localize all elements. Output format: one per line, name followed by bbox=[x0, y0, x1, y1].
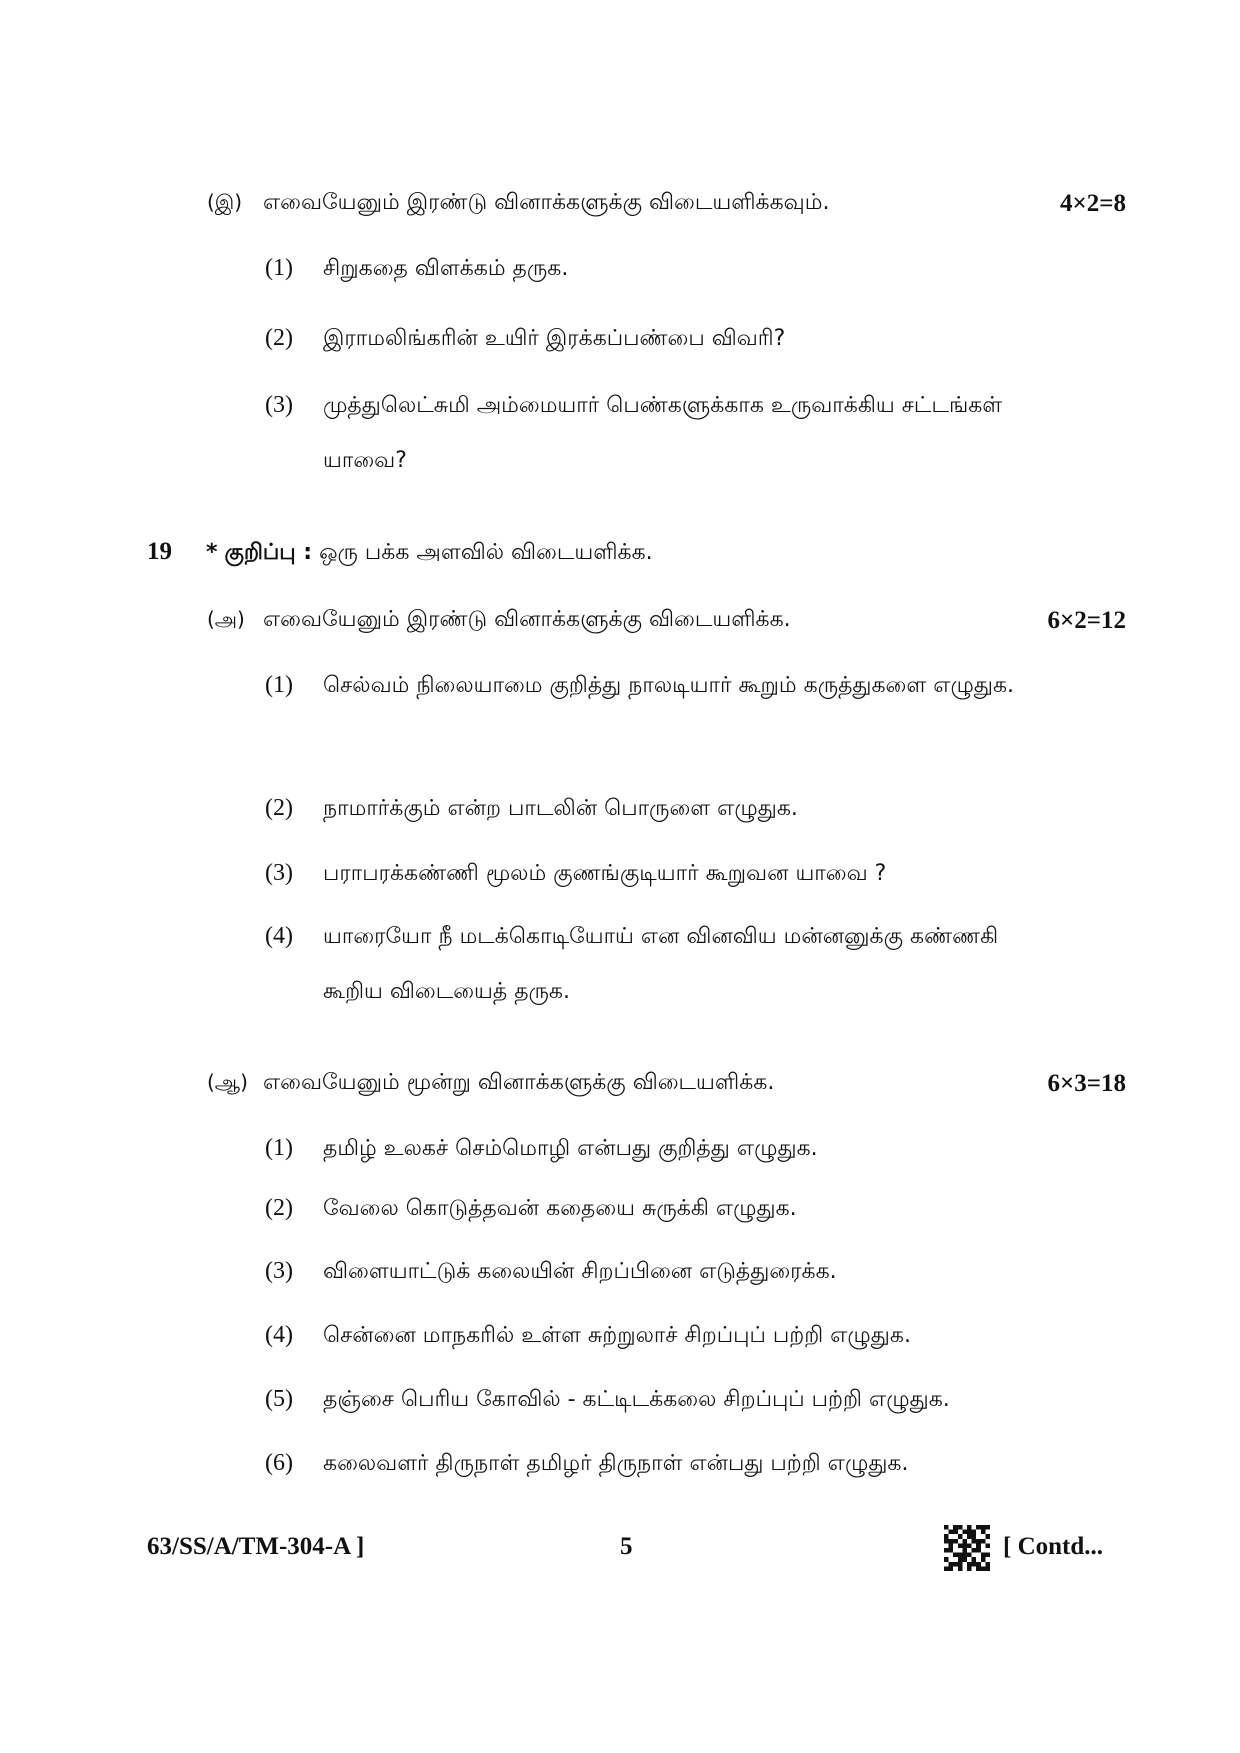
section-instruction: எவையேனும் இரண்டு வினாக்களுக்கு விடையளிக்க. bbox=[263, 607, 791, 632]
item-number: (1) bbox=[265, 1135, 293, 1161]
item-text: இராமலிங்கரின் உயிர் இரக்கப்பண்பை விவரி? bbox=[323, 326, 786, 351]
note-star: * bbox=[206, 540, 218, 565]
item-number: (1) bbox=[265, 255, 293, 281]
page-number: 5 bbox=[620, 1533, 633, 1560]
item-text: செல்வம் நிலையாமை குறித்து நாலடியார் கூறும் கருத்துகளை எழுதுக. bbox=[323, 673, 1015, 698]
item-number: (2) bbox=[265, 325, 293, 351]
item-number: (2) bbox=[265, 795, 293, 821]
section-label: (இ) bbox=[207, 190, 243, 214]
note-text: ஒரு பக்க அளவில் விடையளிக்க. bbox=[319, 540, 653, 565]
note bbox=[206, 540, 653, 568]
item-text: சிறுகதை விளக்கம் தருக. bbox=[323, 256, 569, 281]
section-label: (அ) bbox=[207, 607, 245, 631]
section-instruction: எவையேனும் மூன்று வினாக்களுக்கு விடையளிக்க. bbox=[263, 1070, 775, 1095]
item-text: யாரையோ நீ மடக்கொடியோய் என வினவிய மன்னனுக்கு கண்ணகி கூறிய விடையைத் தருக. bbox=[323, 924, 999, 1004]
item-text: பராபரக்கண்ணி மூலம் குணங்குடியார் கூறுவன யாவை ? bbox=[323, 861, 887, 886]
item-number: (4) bbox=[265, 1322, 293, 1348]
item-text: தஞ்சை பெரிய கோவில் - கட்டிடக்கலை சிறப்புப் பற்றி எழுதுக. bbox=[323, 1387, 950, 1412]
item-text: கலைவளர் திருநாள் தமிழர் திருநாள் என்பது பற்றி எழுதுக. bbox=[323, 1451, 909, 1476]
item-number: (1) bbox=[265, 672, 293, 698]
item-number: (6) bbox=[265, 1450, 293, 1476]
note-label: குறிப்பு : bbox=[224, 540, 313, 565]
item-text: விளையாட்டுக் கலையின் சிறப்பினை எடுத்துரைக்க. bbox=[323, 1259, 837, 1284]
item-text: முத்துலெட்சுமி அம்மையார் பெண்களுக்காக உருவாக்கிய சட்டங்கள் யாவை? bbox=[323, 393, 1003, 473]
item-text: நாமார்க்கும் என்ற பாடலின் பொருளை எழுதுக. bbox=[323, 796, 798, 821]
question-number: 19 bbox=[147, 538, 172, 565]
section-label: (ஆ) bbox=[207, 1070, 248, 1094]
section-instruction: எவையேனும் இரண்டு வினாக்களுக்கு விடையளிக்கவும். bbox=[263, 190, 830, 215]
item-number: (3) bbox=[265, 392, 293, 418]
item-number: (3) bbox=[265, 1258, 293, 1284]
paper-code: 63/SS/A/TM-304-A ] bbox=[147, 1533, 365, 1560]
marks-label: 4×2=8 bbox=[1060, 190, 1126, 217]
continued-label: [ Contd... bbox=[1003, 1533, 1104, 1560]
qr-code-icon bbox=[944, 1525, 990, 1571]
item-number: (4) bbox=[265, 923, 293, 949]
item-text: சென்னை மாநகரில் உள்ள சுற்றுலாச் சிறப்புப் பற்றி எழுதுக. bbox=[323, 1323, 911, 1348]
item-text: வேலை கொடுத்தவன் கதையை சுருக்கி எழுதுக. bbox=[323, 1196, 797, 1221]
marks-label: 6×3=18 bbox=[1047, 1070, 1126, 1097]
item-number: (5) bbox=[265, 1386, 293, 1412]
item-text: தமிழ் உலகச் செம்மொழி என்பது குறித்து எழுதுக. bbox=[323, 1136, 818, 1161]
marks-label: 6×2=12 bbox=[1047, 607, 1126, 634]
item-number: (3) bbox=[265, 860, 293, 886]
item-number: (2) bbox=[265, 1195, 293, 1221]
